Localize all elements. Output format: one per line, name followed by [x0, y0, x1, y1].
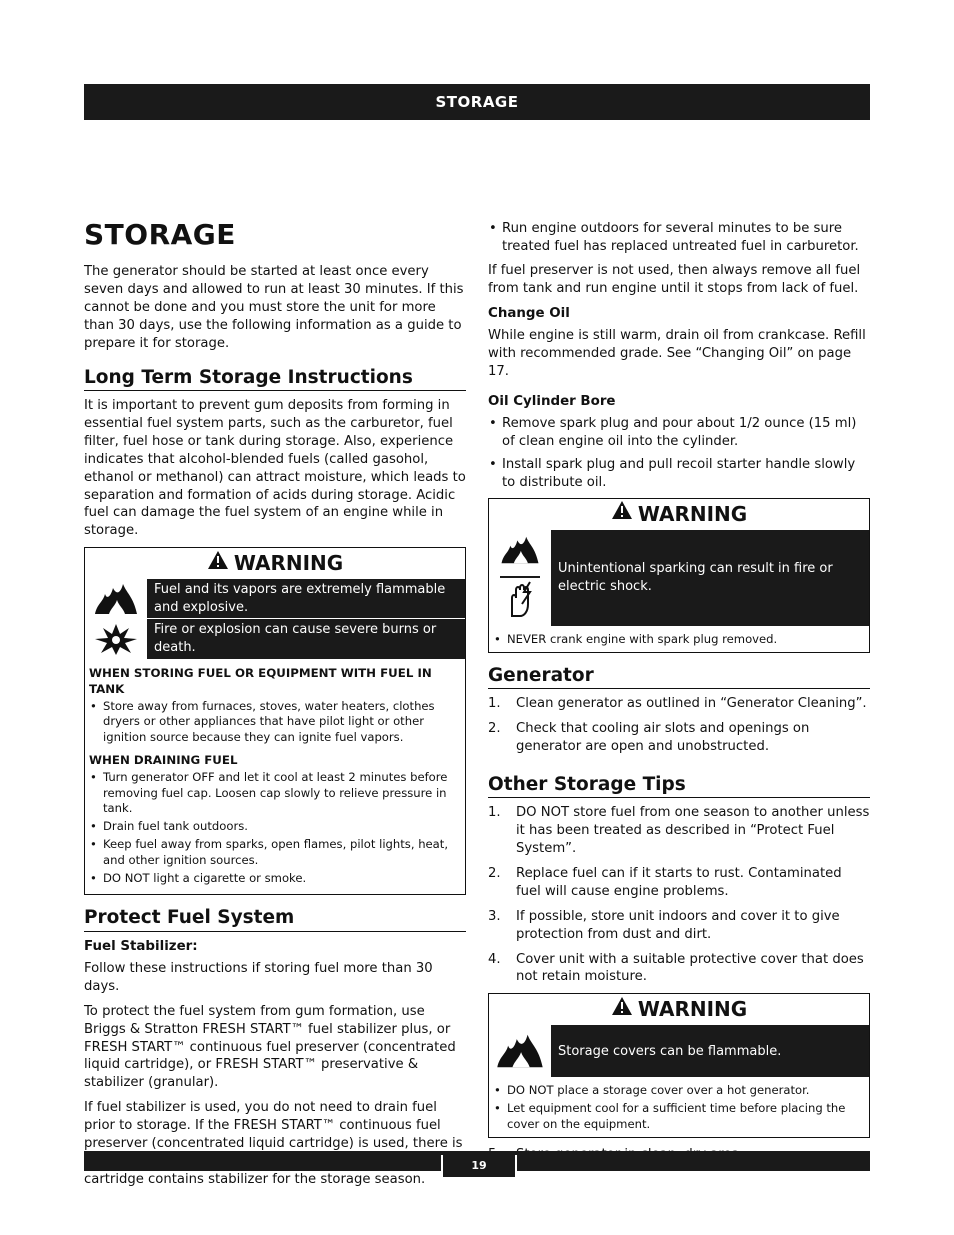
intro-paragraph: The generator should be started at least once every seven days and allowed to run at least 30 minutes. If this cannot be done and you must store the unit for more than 30 days, use the following information as a guide to prepare it for storage.: [84, 263, 464, 351]
generator-heading: Generator: [488, 665, 870, 689]
warning-text: Fire or explosion can cause severe burns or death.: [154, 622, 437, 656]
protect-fuel-heading: Protect Fuel System: [84, 907, 466, 931]
oil-bore-heading: Oil Cylinder Bore: [488, 393, 616, 409]
warning-row-explosion: [85, 618, 465, 658]
cover-warning-box: [488, 993, 870, 1137]
long-term-heading: Long Term Storage Instructions: [84, 367, 466, 391]
list-item: • Install spark plug and pull recoil starter handle slowly to distribute oil.: [488, 456, 870, 492]
left-column: [84, 220, 466, 1196]
warning-label: WARNING: [233, 551, 344, 576]
protect-paragraph: Follow these instructions if storing fuel more than 30 days.: [84, 960, 433, 994]
warning-text: Unintentional sparking can result in fire or electric shock.: [558, 561, 833, 594]
list-number: 1.: [488, 804, 501, 820]
list-number: 3.: [488, 908, 501, 924]
list-item: [488, 804, 870, 858]
explosion-icon: [85, 619, 149, 658]
change-oil-body: While engine is still warm, drain oil from crankcase. Refill with recommended grade. See “Changing Oil” on page 17.: [488, 328, 866, 379]
long-term-body: It is important to prevent gum deposits from forming in essential fuel system parts, such as the carburetor, fuel filter, fuel hose or tank during storage. Also, experience indicates that alcohol-blended fuels (called gasohol, ethanol or methanol) can attract moisture, which leads to separation and formation of acids during storage. Acidic fuel can damage the fuel system of an engine while in storage.: [84, 397, 466, 539]
list-text: Clean generator as outlined in “Generator Cleaning”.: [516, 695, 867, 711]
list-item: • Run engine outdoors for several minutes to be sure treated fuel has replaced untreated fuel in carburetor.: [488, 220, 870, 256]
spark-warning-box: [488, 498, 870, 653]
list-text: Check that cooling air slots and openings on generator are open and unobstructed.: [516, 720, 810, 754]
protect-paragraph: If fuel stabilizer is used, you do not need to drain fuel prior to storage. If the FRESH START™ continuous fuel preserver (concentrated liquid cartridge) is used, there is cartridge contains stabilizer for the storage season.: [84, 1100, 463, 1188]
warning-icons: [489, 530, 553, 626]
list-number: 2.: [488, 720, 501, 736]
list-item: [488, 865, 870, 901]
warning-header: [489, 994, 869, 1024]
list-item: • NEVER crank engine with spark plug removed.: [493, 632, 865, 648]
warning-header: [85, 548, 465, 578]
list-item: • DO NOT place a storage cover over a hot generator.: [493, 1083, 865, 1099]
list-item: [488, 908, 870, 944]
electric-shock-icon: [500, 576, 540, 624]
warning-row-flammable: [85, 578, 465, 618]
warning-details: [85, 659, 465, 895]
warning-label: WARNING: [637, 997, 748, 1022]
preserver-paragraph: If fuel preserver is not used, then always remove all fuel from tank and run engine until it stops from lack of fuel.: [488, 262, 861, 296]
list-item: [488, 720, 870, 756]
warning-text: Storage covers can be flammable.: [558, 1043, 782, 1059]
warning-details: [489, 626, 869, 652]
list-text: Replace fuel can if it starts to rust. Contaminated fuel will cause engine problems.: [516, 865, 842, 899]
warning-label: WARNING: [637, 501, 748, 526]
section-header-bar: STORAGE: [84, 84, 870, 120]
page-title: STORAGE: [84, 218, 236, 251]
fuel-warning-box: [84, 547, 466, 895]
list-item: • Keep fuel away from sparks, open flames, pilot lights, heat, and other ignition sources.: [89, 837, 461, 869]
fuel-stabilizer-subheading: Fuel Stabilizer:: [84, 938, 198, 954]
warning-triangle-icon: [207, 548, 229, 578]
protect-paragraph: To protect the fuel system from gum formation, use Briggs & Stratton FRESH START™ fuel stabilizer plus, or FRESH START™ continuous fuel preserver (concentrated liquid cartridge), or FRESH START™ preservative & stabilizer (granular).: [84, 1003, 456, 1091]
warning-row-cover: [489, 1024, 869, 1077]
fire-icon: [489, 1025, 553, 1077]
list-item: • Let equipment cool for a sufficient time before placing the cover on the equipment.: [493, 1101, 865, 1133]
list-number: 4.: [488, 951, 501, 967]
list-text: Cover unit with a suitable protective cover that does not retain moisture.: [516, 951, 864, 985]
list-item: • Drain fuel tank outdoors.: [89, 819, 461, 835]
list-item: [488, 695, 870, 713]
list-text: DO NOT store fuel from one season to another unless it has been treated as described in “Protect Fuel System”.: [516, 804, 870, 856]
change-oil-heading: Change Oil: [488, 305, 570, 321]
warning-triangle-icon: [611, 994, 633, 1024]
warning-subtitle: WHEN STORING FUEL OR EQUIPMENT WITH FUEL IN TANK: [89, 665, 432, 696]
warning-details: [489, 1077, 869, 1136]
other-tips-heading: Other Storage Tips: [488, 774, 870, 798]
fire-icon: [85, 579, 149, 618]
list-item: [488, 951, 870, 987]
list-text: If possible, store unit indoors and cover it to give protection from dust and dirt.: [516, 908, 840, 942]
warning-subtitle: WHEN DRAINING FUEL: [89, 752, 238, 767]
list-number: 1.: [488, 695, 501, 711]
list-item: • DO NOT light a cigarette or smoke.: [89, 871, 461, 887]
warning-row-spark: [489, 529, 869, 626]
warning-header: [489, 499, 869, 529]
page-number: 19: [441, 1155, 517, 1177]
list-item: • Remove spark plug and pour about 1/2 ounce (15 ml) of clean engine oil into the cylinder.: [488, 415, 870, 451]
warning-triangle-icon: [611, 498, 633, 528]
warning-text: Fuel and its vapors are extremely flammable and explosive.: [154, 582, 446, 615]
list-number: 2.: [488, 865, 501, 881]
right-column: [488, 220, 870, 1171]
fire-icon: [498, 532, 542, 574]
list-item: • Turn generator OFF and let it cool at least 2 minutes before removing fuel cap. Loosen cap slowly to relieve pressure in tank.: [89, 770, 461, 817]
list-item: • Store away from furnaces, stoves, water heaters, clothes dryers or other appliances that have pilot light or other ignition source because they can ignite fuel vapors.: [89, 699, 461, 746]
